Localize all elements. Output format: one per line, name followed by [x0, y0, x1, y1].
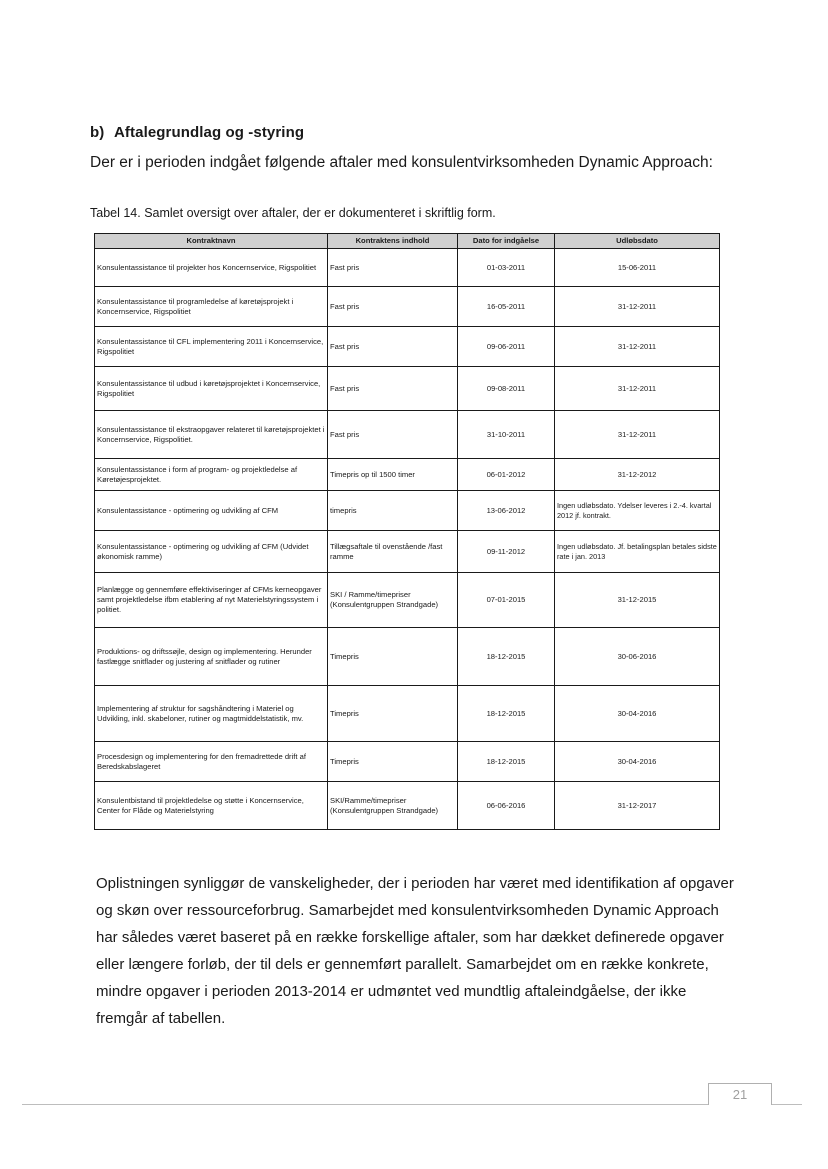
cell-date-entered: 18-12-2015	[458, 742, 555, 782]
cell-contract-name: Konsulentassistance - optimering og udvikling af CFM (Udvidet økonomisk ramme)	[95, 531, 328, 573]
cell-contract-content: Fast pris	[328, 287, 458, 327]
agreements-table	[94, 233, 720, 830]
cell-expiry-date: 31-12-2011	[555, 327, 720, 367]
cell-contract-content: Timepris op til 1500 timer	[328, 459, 458, 491]
cell-date-entered: 01-03-2011	[458, 249, 555, 287]
cell-date-entered: 18-12-2015	[458, 686, 555, 742]
section-heading	[90, 124, 304, 141]
table-row	[95, 459, 720, 491]
cell-contract-name: Konsulentassistance til programledelse af køretøjsprojekt i Koncernservice, Rigspolitiet	[95, 287, 328, 327]
table-row	[95, 411, 720, 459]
cell-contract-content: Fast pris	[328, 367, 458, 411]
cell-expiry-date: 31-12-2011	[555, 367, 720, 411]
table-row	[95, 742, 720, 782]
header-contract-content: Kontraktens indhold	[328, 234, 458, 249]
table-row	[95, 491, 720, 531]
cell-expiry-date: 15-06-2011	[555, 249, 720, 287]
cell-expiry-date: Ingen udløbsdato. Ydelser leveres i 2.-4. kvartal 2012 jf. kontrakt.	[555, 491, 720, 531]
header-date-entered: Dato for indgåelse	[458, 234, 555, 249]
cell-contract-content: Timepris	[328, 628, 458, 686]
cell-date-entered: 31-10-2011	[458, 411, 555, 459]
cell-expiry-date: Ingen udløbsdato. Jf. betalingsplan betales sidste rate i jan. 2013	[555, 531, 720, 573]
cell-expiry-date: 31-12-2012	[555, 459, 720, 491]
cell-contract-name: Konsulentassistance til udbud i køretøjsprojektet i Koncernservice, Rigspolitiet	[95, 367, 328, 411]
cell-contract-content: Timepris	[328, 742, 458, 782]
table-header-row	[95, 234, 720, 249]
cell-contract-name: Produktions- og driftssøjle, design og implementering. Herunder fastlægge snitflader og justering af snitflader og rutiner	[95, 628, 328, 686]
header-contract-name: Kontraktnavn	[95, 234, 328, 249]
cell-expiry-date: 31-12-2015	[555, 573, 720, 628]
cell-date-entered: 06-06-2016	[458, 782, 555, 830]
cell-expiry-date: 31-12-2017	[555, 782, 720, 830]
footer-rule	[22, 1104, 802, 1105]
cell-contract-content: timepris	[328, 491, 458, 531]
table-row	[95, 367, 720, 411]
cell-expiry-date: 30-06-2016	[555, 628, 720, 686]
cell-expiry-date: 30-04-2016	[555, 686, 720, 742]
cell-contract-content: Timepris	[328, 686, 458, 742]
section-title: Aftalegrundlag og -styring	[114, 124, 305, 141]
cell-contract-content: Fast pris	[328, 327, 458, 367]
cell-contract-name: Konsulentassistance - optimering og udvikling af CFM	[95, 491, 328, 531]
table-row	[95, 686, 720, 742]
cell-contract-name: Planlægge og gennemføre effektiviseringer af CFMs kerneopgaver samt projektledelse ifbm etablering af nyt Materielstyringssystem i politiet.	[95, 573, 328, 628]
cell-contract-name: Konsulentbistand til projektledelse og støtte i Koncernservice, Center for Flåde og Materielstyring	[95, 782, 328, 830]
cell-expiry-date: 30-04-2016	[555, 742, 720, 782]
cell-contract-name: Procesdesign og implementering for den fremadrettede drift af Beredskabslageret	[95, 742, 328, 782]
cell-contract-name: Konsulentassistance til projekter hos Koncernservice, Rigspolitiet	[95, 249, 328, 287]
page-number: 21	[708, 1083, 772, 1105]
cell-contract-content: SKI/Ramme/timepriser (Konsulentgruppen Strandgade)	[328, 782, 458, 830]
cell-contract-name: Konsulentassistance til CFL implementering 2011 i Koncernservice, Rigspolitiet	[95, 327, 328, 367]
cell-expiry-date: 31-12-2011	[555, 287, 720, 327]
cell-contract-content: Fast pris	[328, 411, 458, 459]
cell-contract-content: Fast pris	[328, 249, 458, 287]
body-paragraph: Oplistningen synliggør de vanskeligheder, der i perioden har været med identifikation af opgaver og skøn over ressourceforbrug. Samarbejdet med konsulentvirksomheden Dynamic Approach har således været baseret på en række forskellige aftaler, som har dækket definerede opgaver eller længere forløb, der til dels er gennemført parallelt. Samarbejdet om en række konkrete, mindre opgaver i perioden 2013-2014 er udmøntet ved mundtlig aftaleindgåelse, der ikke fremgår af tabellen.	[96, 875, 734, 1027]
table-row	[95, 628, 720, 686]
cell-contract-name: Konsulentassistance i form af program- og projektledelse af Køretøjesprojektet.	[95, 459, 328, 491]
cell-expiry-date: 31-12-2011	[555, 411, 720, 459]
cell-date-entered: 09-06-2011	[458, 327, 555, 367]
table-row	[95, 249, 720, 287]
table-row	[95, 782, 720, 830]
cell-contract-content: Tillægsaftale til ovenstående /fast ramme	[328, 531, 458, 573]
cell-date-entered: 06-01-2012	[458, 459, 555, 491]
table-caption: Tabel 14. Samlet oversigt over aftaler, der er dokumenteret i skriftlig form.	[90, 206, 496, 220]
cell-contract-name: Konsulentassistance til ekstraopgaver relateret til køretøjsprojektet i Koncernservice, Rigspolitiet.	[95, 411, 328, 459]
intro-paragraph: Der er i perioden indgået følgende aftaler med konsulentvirksomheden Dynamic Approach:	[90, 154, 713, 171]
table-row	[95, 287, 720, 327]
cell-date-entered: 09-11-2012	[458, 531, 555, 573]
cell-contract-content: SKI / Ramme/timepriser (Konsulentgruppen Strandgade)	[328, 573, 458, 628]
cell-date-entered: 09-08-2011	[458, 367, 555, 411]
table-row	[95, 531, 720, 573]
cell-date-entered: 13-06-2012	[458, 491, 555, 531]
table-row	[95, 327, 720, 367]
cell-date-entered: 16-05-2011	[458, 287, 555, 327]
cell-date-entered: 18-12-2015	[458, 628, 555, 686]
cell-date-entered: 07-01-2015	[458, 573, 555, 628]
table-row	[95, 573, 720, 628]
section-number: b)	[90, 124, 105, 141]
cell-contract-name: Implementering af struktur for sagshåndtering i Materiel og Udvikling, inkl. skabeloner, rutiner og magtmiddelstatistik, mv.	[95, 686, 328, 742]
header-expiry-date: Udløbsdato	[555, 234, 720, 249]
